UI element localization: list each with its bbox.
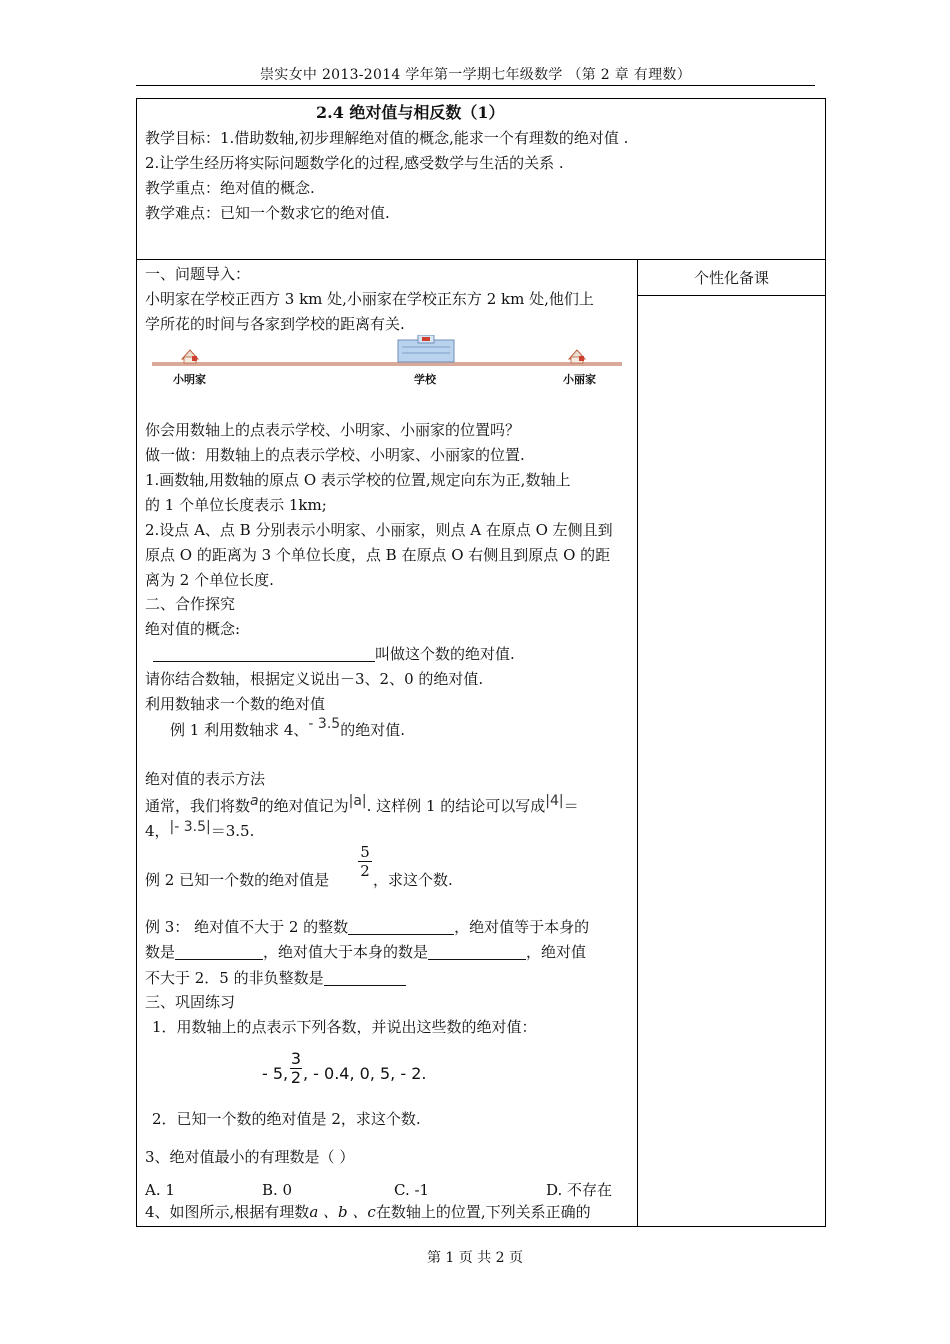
- activity-text: 做一做：用数轴上的点表示学校、小明家、小丽家的位置.: [145, 446, 525, 464]
- step-2-line-3: 离为 2 个单位长度.: [145, 571, 274, 589]
- section-3-heading: 三、巩固练习: [145, 993, 236, 1011]
- intro-line-2: 学所花的时间与各家到学校的距离有关.: [145, 315, 405, 333]
- concept-fill-line: [145, 642, 515, 666]
- concept-blank[interactable]: [153, 645, 375, 662]
- question-1: 你会用数轴上的点表示学校、小明家、小丽家的位置吗？: [145, 421, 521, 439]
- example-1-number: - 3.5: [308, 716, 341, 732]
- example-3-text-a: 例 3： 绝对值不大于 2 的整数: [145, 918, 349, 936]
- example-3-blank-4[interactable]: [324, 969, 406, 986]
- practice-2: 2．已知一个数的绝对值是 2，求这个数.: [152, 1110, 421, 1128]
- xiaoli-house-icon: [569, 350, 585, 363]
- label-xiaoli-home: 小丽家: [563, 373, 596, 386]
- practice-fraction-denominator: 2: [290, 1068, 302, 1087]
- section-2-heading: 二、合作探究: [145, 595, 236, 613]
- notation-text-a: 通常，我们将数: [145, 797, 251, 815]
- fraction-denominator: 2: [360, 862, 370, 880]
- step-1-line-1: 1.画数轴,用数轴的原点 O 表示学校的位置,规定向东为正,数轴上: [145, 471, 571, 489]
- page-footer: 第 1 页 共 2 页: [426, 1250, 524, 1266]
- example-3-text-e: ，绝对值: [526, 943, 587, 961]
- example-3-blank-2[interactable]: [175, 943, 263, 960]
- road-line: [152, 362, 622, 366]
- fraction-numerator: 5: [360, 843, 370, 861]
- practice-4-text-a: 4、如图所示,根据有理数: [145, 1203, 310, 1221]
- practice-1-list-a: - 5,: [262, 1064, 289, 1083]
- example-3-line-3: [145, 966, 406, 990]
- notation-abs-35: |- 3.5|: [169, 819, 211, 835]
- notation-abs-a: |a|: [348, 793, 367, 809]
- practice-fraction-numerator: 3: [290, 1049, 302, 1068]
- example-3-text-c: 数是: [145, 943, 176, 961]
- practice-4-variables: a 、b 、c: [309, 1203, 376, 1221]
- school-building-icon: [398, 335, 454, 362]
- step-1-line-2: 的 1 个单位长度表示 1km;: [145, 496, 327, 514]
- side-notes-title: 个性化备课: [693, 269, 769, 287]
- practice-1-fraction: [290, 1050, 302, 1087]
- notation-text-b: 的绝对值记为: [258, 797, 349, 815]
- intro-line-1: 小明家在学校正西方 3 km 处,小丽家在学校正东方 2 km 处,他们上: [145, 290, 594, 308]
- step-2-line-2: 原点 O 的距离为 3 个单位长度，点 B 在原点 O 右侧且到原点 O 的距: [145, 546, 611, 564]
- objective-line-1: 教学目标：1.借助数轴,初步理解绝对值的概念,能求一个有理数的绝对值 .: [145, 129, 629, 147]
- example-3-blank-1[interactable]: [348, 918, 454, 935]
- concept-question: 请你结合数轴，根据定义说出－3、2、0 的绝对值.: [145, 670, 484, 688]
- concept-heading: 绝对值的概念:: [145, 620, 241, 638]
- objective-line-2: 2.让学生经历将实际问题数学化的过程,感受数学与生活的关系 .: [145, 154, 564, 172]
- example-2-fraction: [358, 843, 372, 880]
- practice-4: [145, 1200, 591, 1224]
- choice-d: D. 不存在: [546, 1181, 613, 1199]
- example-3-text-d: ，绝对值大于本身的数是: [263, 943, 429, 961]
- map-figure: [150, 335, 625, 393]
- side-header-rule: [637, 295, 826, 296]
- lesson-title: 2.4 绝对值与相反数（1）: [316, 103, 505, 122]
- example-3-text-f: 不大于 2．5 的非负整数是: [145, 969, 324, 987]
- practice-1-list-b: , - 0.4, 0, 5, - 2.: [303, 1064, 427, 1083]
- choice-b: B. 0: [262, 1181, 293, 1199]
- notation-text-c: . 这样例 1 的结论可以写成: [366, 797, 546, 815]
- notation-variable: a: [250, 793, 259, 809]
- example-2-text-b: ，求这个数.: [373, 871, 453, 889]
- label-xiaoming-home: 小明家: [173, 373, 206, 386]
- page-header: 崇实女中 2013-2014 学年第一学期七年级数学 （第 2 章 有理数）: [260, 67, 691, 83]
- notation-text-e: 4，: [145, 822, 170, 840]
- example-3-text-b: ，绝对值等于本身的: [454, 918, 590, 936]
- header-rule: [136, 85, 815, 86]
- example-1: [170, 718, 405, 743]
- example-1-text-a: 例 1 利用数轴求 4、: [170, 721, 309, 739]
- label-school: 学校: [414, 373, 436, 386]
- use-axis-heading: 利用数轴求一个数的绝对值: [145, 695, 326, 713]
- xiaoming-house-icon: [182, 350, 198, 363]
- notation-heading: 绝对值的表示方法: [145, 770, 266, 788]
- practice-1: 1．用数轴上的点表示下列各数，并说出这些数的绝对值：: [152, 1018, 537, 1036]
- practice-3: 3、绝对值最小的有理数是（ ）: [145, 1148, 355, 1166]
- step-2-line-1: 2.设点 A、点 B 分别表示小明家、小丽家，则点 A 在原点 O 左侧且到: [145, 521, 613, 539]
- example-3-line-2: [145, 940, 586, 964]
- notation-line-1: [145, 794, 579, 819]
- example-3-blank-3[interactable]: [428, 943, 526, 960]
- key-point-line: 教学重点：绝对值的概念.: [145, 179, 315, 197]
- notation-abs-4: |4|: [545, 793, 564, 809]
- example-3-line-1: [145, 915, 589, 939]
- example-2-text-a: 例 2 已知一个数的绝对值是: [145, 871, 330, 889]
- choice-c: C. -1: [394, 1181, 430, 1199]
- concept-fill-text: 叫做这个数的绝对值.: [375, 645, 515, 663]
- notation-text-f: ＝3.5.: [210, 822, 255, 840]
- choice-a: A. 1: [145, 1181, 175, 1199]
- practice-4-text-b: 在数轴上的位置,下列关系正确的: [375, 1203, 591, 1221]
- section-1-heading: 一、问题导入：: [145, 265, 251, 283]
- notation-line-2: [145, 819, 254, 844]
- side-notes-box: [637, 259, 826, 1227]
- example-1-text-b: 的绝对值.: [340, 721, 405, 739]
- difficulty-line: 教学难点：已知一个数求它的绝对值.: [145, 204, 390, 222]
- notation-text-d: ＝: [563, 797, 579, 815]
